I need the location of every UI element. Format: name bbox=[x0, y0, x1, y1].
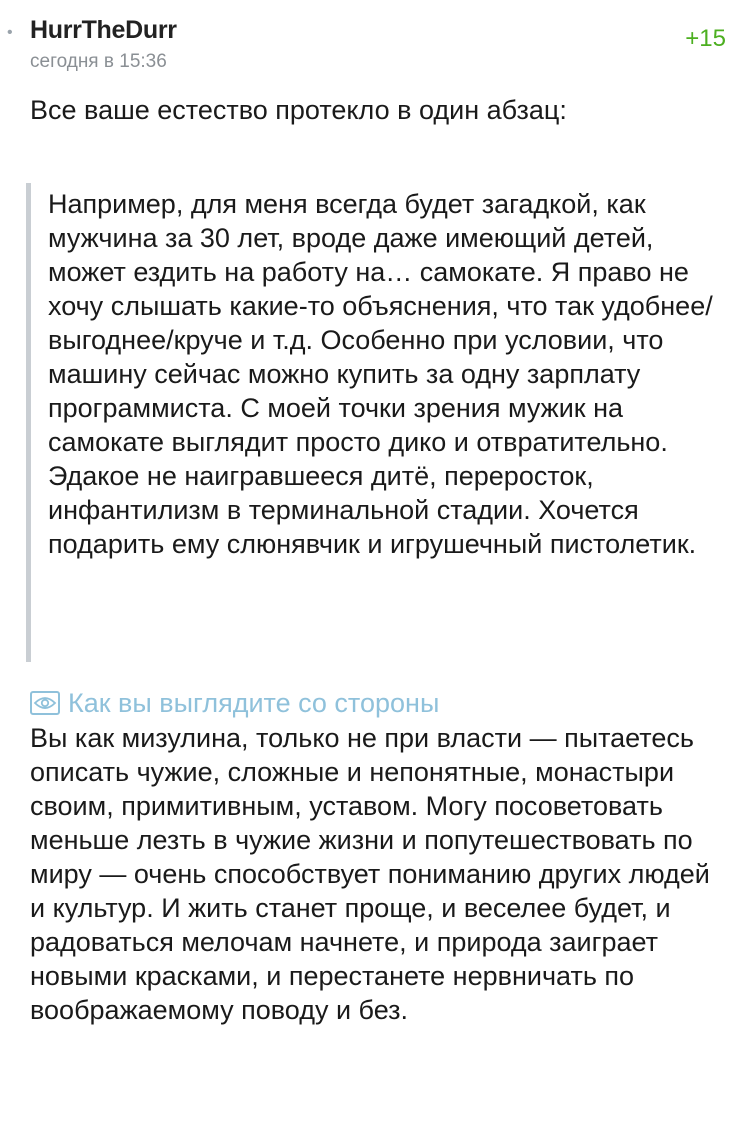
comment-reply-text: Вы как мизулина, только не при власти — пытаетесь описать чужие, сложные и непонятные, монастыри своим, примитивным, уставом. Могу посоветовать меньше лезть в чужие жизни и попутешествовать по миру — очень способствует пониманию других людей и культур. И жить станет проще, и веселее будет, и радоваться мелочам начнете, и природа заиграет новыми красками, и перестанете нервничать по воображаемому поводу и без. bbox=[30, 723, 710, 1025]
author-name[interactable]: HurrTheDurr bbox=[30, 16, 177, 44]
bullet-icon: • bbox=[7, 24, 13, 41]
quote-block bbox=[26, 183, 721, 662]
eye-icon bbox=[30, 691, 60, 715]
quote-text: Например, для меня всегда будет загадкой, как мужчина за 30 лет, вроде даже имеющий детей, может ездить на работу на… самокате. Я право не хочу слышать какие-то объяснения, что так удобнее/ выгоднее/круче и т.д. Особенно при условии, что машину сейчас можно купить за одну зарплату программиста. С моей точки зрения мужик на самокате выглядит просто дико и отвратительно. Эдакое не наигравшееся дитё, переросток, инфантилизм в терминальной стадии. Хочется подарить ему слюнявчик и игрушечный пистолетик. bbox=[48, 189, 713, 559]
appearance-link[interactable] bbox=[30, 686, 439, 720]
comment-timestamp[interactable]: сегодня в 15:36 bbox=[30, 51, 167, 72]
appearance-link-label[interactable]: Как вы выглядите со стороны bbox=[68, 688, 440, 718]
comment-rating: +15 bbox=[685, 25, 726, 52]
comment-intro: Все ваше естество протекло в один абзац: bbox=[30, 95, 567, 125]
